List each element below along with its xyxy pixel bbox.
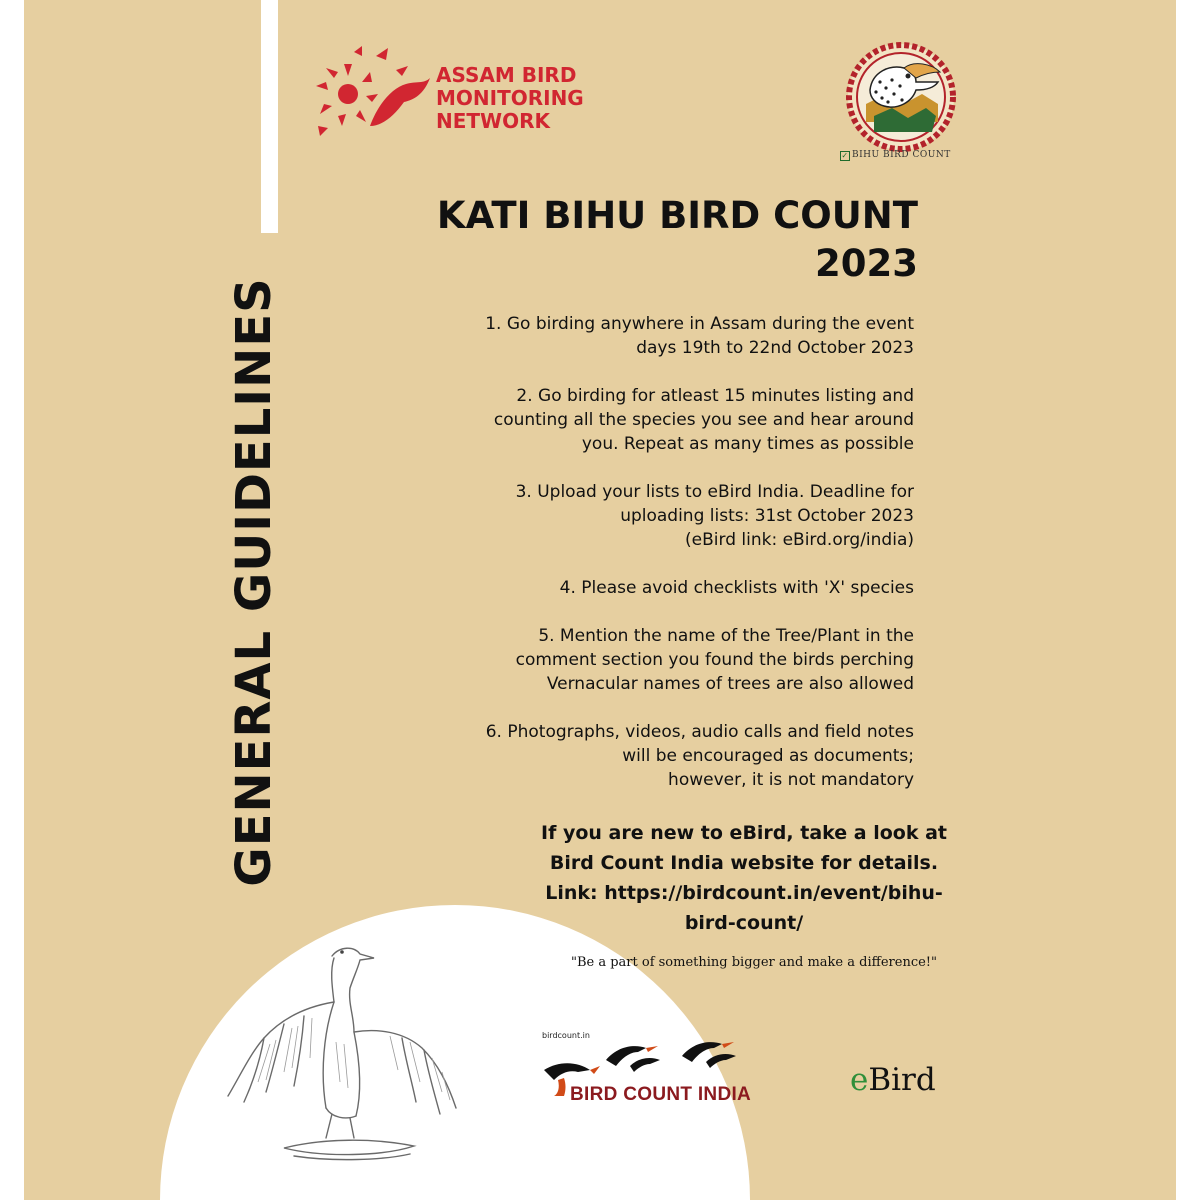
guideline-item (354, 720, 914, 792)
guidelines-list (354, 312, 914, 816)
bci-name: BIRD COUNT INDIA (570, 1084, 752, 1105)
guideline-line: you. Repeat as many times as possible (581, 434, 914, 454)
guideline-line: 1. Go birding anywhere in Assam during the event (485, 314, 914, 334)
quote: "Be a part of something bigger and make a difference!" (570, 955, 938, 970)
bihu-caption-text: BIHU BIRD COUNT (852, 150, 951, 160)
ebird-logo-e: e (850, 1062, 869, 1098)
guideline-item (354, 576, 914, 600)
ebird-info-line: If you are new to eBird, take a look at (541, 822, 947, 844)
title-line: KATI BIHU BIRD COUNT (436, 194, 918, 237)
abmn-wordmark (436, 64, 584, 133)
abmn-logo (306, 44, 636, 144)
bihu-caption (840, 150, 964, 161)
guideline-line: Vernacular names of trees are also allowed (546, 674, 914, 694)
page-title (298, 192, 918, 288)
ebird-info (464, 818, 1024, 938)
ebird-info-line: Bird Count India website for details. (549, 852, 939, 874)
guideline-line: 3. Upload your lists to eBird India. Deadline for (515, 482, 914, 502)
guideline-line: counting all the species you see and hear around (493, 410, 914, 430)
abmn-line: ASSAM BIRD (436, 63, 577, 87)
title-year: 2023 (815, 242, 918, 285)
bihu-bird-count-logo (836, 42, 966, 168)
guideline-item (354, 312, 914, 360)
guideline-line: 4. Please avoid checklists with 'X' species (559, 578, 914, 598)
bci-domain-text: birdcount.in (542, 1031, 590, 1040)
side-title: GENERAL GUIDELINES (226, 277, 282, 887)
white-stripe (261, 0, 278, 233)
birdcount-link[interactable]: Link: https://birdcount.in/event/bihu- (545, 882, 943, 904)
guideline-item (354, 384, 914, 456)
checkbox-icon: ✓ (841, 151, 849, 160)
sunburst-bird-icon (306, 44, 434, 144)
guideline-line: comment section you found the birds perching (515, 650, 914, 670)
guideline-line: 2. Go birding for atleast 15 minutes listing and (516, 386, 914, 406)
hornbill-badge-icon (846, 42, 956, 152)
ebird-logo (850, 1062, 936, 1098)
abmn-line: MONITORING (436, 86, 584, 110)
birdcount-link[interactable]: bird-count/ (684, 912, 804, 934)
bird-count-india-logo (534, 1028, 764, 1113)
cormorant-drawing-icon (214, 932, 474, 1182)
guideline-line: will be encouraged as documents; (622, 746, 914, 766)
guideline-line: 5. Mention the name of the Tree/Plant in the (538, 626, 914, 646)
abmn-line: NETWORK (436, 109, 551, 133)
guideline-line: (eBird link: eBird.org/india) (685, 530, 914, 550)
guideline-line: however, it is not mandatory (668, 770, 914, 790)
guideline-item (354, 624, 914, 696)
poster-panel (24, 0, 1176, 1200)
guideline-line: 6. Photographs, videos, audio calls and field notes (485, 722, 914, 742)
guideline-line: days 19th to 22nd October 2023 (636, 338, 914, 358)
guideline-line: uploading lists: 31st October 2023 (620, 506, 914, 526)
ebird-logo-text: Bird (868, 1062, 936, 1098)
guideline-item (354, 480, 914, 552)
